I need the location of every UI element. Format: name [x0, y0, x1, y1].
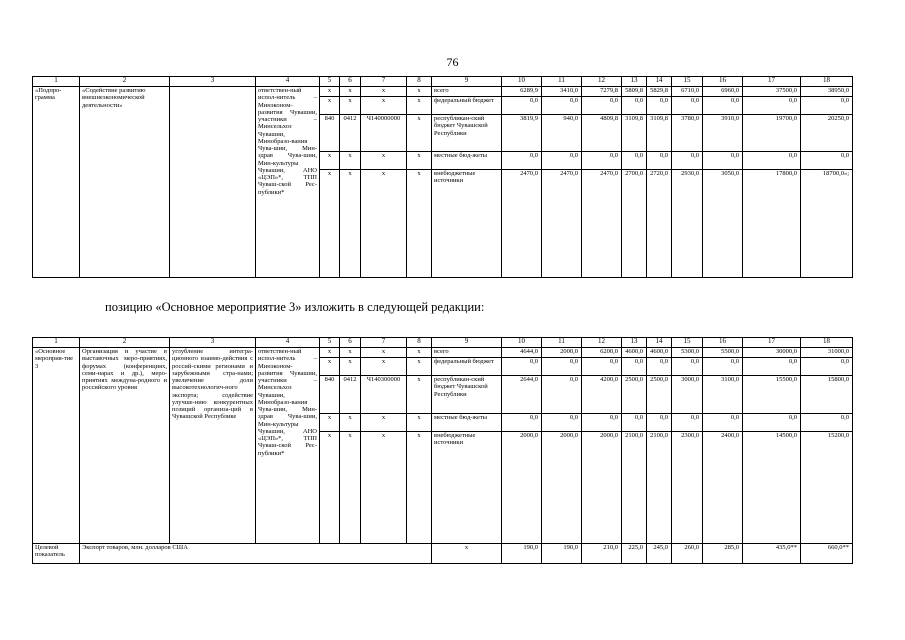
cell: х [407, 414, 432, 432]
value-cell: 0,0 [502, 97, 542, 115]
cell: х [432, 544, 502, 564]
value-cell: 2644,0 [502, 376, 542, 414]
cell: х [340, 87, 361, 97]
value-cell: 19700,0 [743, 115, 801, 152]
target-label-cell: Целевой показатель [33, 544, 80, 564]
column-number: 6 [340, 77, 361, 87]
source-cell: местные бюд-жеты [432, 152, 502, 170]
value-cell: 3910,0 [703, 115, 743, 152]
column-number: 5 [320, 77, 340, 87]
value-cell: 0,0 [622, 414, 647, 432]
target-text-cell: Экспорт товаров, млн. долларов США [80, 544, 432, 564]
column-number: 7 [361, 77, 407, 87]
value-cell: 245,0 [647, 544, 672, 564]
cell: х [320, 170, 340, 278]
value-cell: 14500,0 [743, 432, 801, 544]
value-cell: 0,0 [672, 97, 703, 115]
value-cell: 2000,0 [502, 432, 542, 544]
value-cell: 210,0 [582, 544, 622, 564]
value-cell: 4600,0 [647, 348, 672, 358]
value-cell: 3410,0 [542, 87, 582, 97]
cell: х [361, 348, 407, 358]
value-cell: 2500,0 [647, 376, 672, 414]
value-cell: 260,0 [672, 544, 703, 564]
value-cell: 38950,0 [801, 87, 853, 97]
column-number: 3 [170, 77, 256, 87]
executor-cell: ответствен-ный испол-нитель – Минэконом-развития Чувашии, участники – Минсельхоз Чувашии, Минобразо-вания Чува-шии, Мин-здрав Чува-шии, Мин-культуры Чувашии, АНО «ЦЭП»*, ТПП Чуваш-ской Рес-публики* [256, 348, 320, 544]
column-number: 13 [622, 77, 647, 87]
value-cell: 5809,8 [622, 87, 647, 97]
cell: х [320, 432, 340, 544]
column-number: 1 [33, 77, 80, 87]
column-number: 6 [340, 338, 361, 348]
column-number: 11 [542, 338, 582, 348]
value-cell: 30000,0 [743, 348, 801, 358]
table-row [33, 348, 853, 358]
source-cell: федеральный бюджет [432, 358, 502, 376]
value-cell: 4644,0 [502, 348, 542, 358]
cell: х [361, 152, 407, 170]
value-cell: 2100,0 [622, 432, 647, 544]
value-cell: 0,0 [542, 97, 582, 115]
cell: х [320, 414, 340, 432]
column-number: 15 [672, 338, 703, 348]
subprogram-table [32, 76, 853, 278]
value-cell: 0,0 [582, 358, 622, 376]
value-cell: 6289,9 [502, 87, 542, 97]
column-number: 4 [256, 338, 320, 348]
cell: х [340, 348, 361, 358]
value-cell: 940,0 [542, 115, 582, 152]
value-cell: 2930,0 [672, 170, 703, 278]
column-number: 9 [432, 77, 502, 87]
cell: х [340, 170, 361, 278]
cell: х [407, 348, 432, 358]
value-cell: 0,0 [672, 152, 703, 170]
cell: 0412 [340, 115, 361, 152]
value-cell: 0,0 [502, 414, 542, 432]
value-cell: 2000,0 [542, 348, 582, 358]
value-cell: 0,0 [703, 97, 743, 115]
cell: 840 [320, 376, 340, 414]
source-cell: всего [432, 87, 502, 97]
source-cell: внебюджетные источники [432, 432, 502, 544]
value-cell: 0,0 [622, 152, 647, 170]
value-cell: 3780,0 [672, 115, 703, 152]
cell: х [361, 170, 407, 278]
value-cell: 0,0 [672, 358, 703, 376]
cell: х [407, 358, 432, 376]
source-cell: республикан-ский бюджет Чувашской Республики [432, 115, 502, 152]
value-cell: 0,0 [582, 97, 622, 115]
value-cell: 0,0 [801, 97, 853, 115]
cell: х [340, 432, 361, 544]
column-number: 11 [542, 77, 582, 87]
value-cell: 17800,0 [743, 170, 801, 278]
value-cell: 0,0 [582, 414, 622, 432]
column-number: 4 [256, 77, 320, 87]
column-number: 13 [622, 338, 647, 348]
column-number: 12 [582, 77, 622, 87]
value-cell: 0,0 [743, 97, 801, 115]
value-cell: 6710,0 [672, 87, 703, 97]
cell: х [407, 432, 432, 544]
cell: Ч140000000 [361, 115, 407, 152]
source-cell: местные бюд-жеты [432, 414, 502, 432]
value-cell: 2100,0 [647, 432, 672, 544]
value-cell: 0,0 [703, 152, 743, 170]
cell: х [361, 358, 407, 376]
value-cell: 6200,0 [582, 348, 622, 358]
source-cell: внебюджетные источники [432, 170, 502, 278]
target-indicator-row [33, 544, 853, 564]
source-cell: всего [432, 348, 502, 358]
value-cell: 31000,0 [801, 348, 853, 358]
value-cell: 2500,0 [622, 376, 647, 414]
cell: х [361, 414, 407, 432]
cell: х [407, 87, 432, 97]
value-cell: 0,0 [542, 358, 582, 376]
cell: х [361, 97, 407, 115]
cell: х [320, 358, 340, 376]
goal-cell [170, 87, 256, 278]
goal-cell: углубление интегра-ционного взаимо-действия с россий-скими регионами и зарубежными стра-нами; увеличение доли высокотехнологич-ного экспорта; содействие улучше-нию конкурентных позиций организа-ций в Чувашской Республике [170, 348, 256, 544]
value-cell: 3819,9 [502, 115, 542, 152]
value-cell: 0,0 [622, 358, 647, 376]
value-cell: 225,0 [622, 544, 647, 564]
value-cell: 0,0 [647, 358, 672, 376]
value-cell: 0,0 [542, 376, 582, 414]
cell: х [407, 376, 432, 414]
value-cell: 3100,0 [703, 376, 743, 414]
column-number: 14 [647, 338, 672, 348]
row-title-cell: «Содействие развитию внешнеэкономической деятельности» [80, 87, 170, 278]
value-cell: 2300,0 [672, 432, 703, 544]
column-number: 8 [407, 338, 432, 348]
column-number: 15 [672, 77, 703, 87]
value-cell: 0,0 [703, 358, 743, 376]
column-number: 2 [80, 338, 170, 348]
value-cell: 2470,0 [582, 170, 622, 278]
cell: х [340, 414, 361, 432]
value-cell: 2720,0 [647, 170, 672, 278]
value-cell: 0,0 [672, 414, 703, 432]
column-number: 3 [170, 338, 256, 348]
source-cell: федеральный бюджет [432, 97, 502, 115]
value-cell: 0,0 [542, 414, 582, 432]
cell: х [407, 97, 432, 115]
value-cell: 20250,0 [801, 115, 853, 152]
value-cell: 0,0 [801, 414, 853, 432]
cell: х [340, 152, 361, 170]
column-number: 18 [801, 77, 853, 87]
value-cell: 0,0 [801, 358, 853, 376]
column-number: 1 [33, 338, 80, 348]
column-number-row [33, 77, 853, 87]
cell: х [320, 152, 340, 170]
value-cell: 7279,8 [582, 87, 622, 97]
column-number: 12 [582, 338, 622, 348]
value-cell: 0,0 [582, 152, 622, 170]
column-number: 5 [320, 338, 340, 348]
value-cell: 6960,0 [703, 87, 743, 97]
cell: х [361, 87, 407, 97]
row-type-cell: «Основное мероприя-тие 3 [33, 348, 80, 544]
value-cell: 190,0 [542, 544, 582, 564]
value-cell: 435,0** [743, 544, 801, 564]
value-cell: 285,0 [703, 544, 743, 564]
value-cell: 4200,0 [582, 376, 622, 414]
value-cell: 5829,8 [647, 87, 672, 97]
column-number: 9 [432, 338, 502, 348]
column-number: 16 [703, 338, 743, 348]
table-row [33, 87, 853, 97]
value-cell: 4809,8 [582, 115, 622, 152]
value-cell: 4600,0 [622, 348, 647, 358]
column-number-row [33, 338, 853, 348]
value-cell: 3050,0 [703, 170, 743, 278]
main-activity-table [32, 337, 853, 564]
cell: 0412 [340, 376, 361, 414]
cell: х [320, 97, 340, 115]
value-cell: 3000,0 [672, 376, 703, 414]
value-cell: 190,0 [502, 544, 542, 564]
value-cell: 0,0 [502, 358, 542, 376]
executor-cell: ответствен-ный испол-нитель – Минэконом-развития Чувашии, участники – Минсельхоз Чувашии, Минобразо-вания Чува-шии, Мин-здрав Чува-шии, Мин-культуры Чувашии, АНО «ЦЭП»*, ТПП Чуваш-ской Рес-публики* [256, 87, 320, 278]
value-cell: 18700,0»; [801, 170, 853, 278]
value-cell: 2000,0 [582, 432, 622, 544]
row-title-cell: Организация и участие в выставочных меро-приятиях, форумах (конференциях, семи-нарах и др.), меро-приятиях междуна-родного и российского уровня [80, 348, 170, 544]
value-cell: 3109,8 [647, 115, 672, 152]
page-number: 76 [446, 55, 459, 69]
value-cell: 0,0 [703, 414, 743, 432]
value-cell: 2470,0 [542, 170, 582, 278]
value-cell: 0,0 [647, 152, 672, 170]
column-number: 2 [80, 77, 170, 87]
source-cell: республикан-ский бюджет Чувашской Республики [432, 376, 502, 414]
value-cell: 5300,0 [672, 348, 703, 358]
value-cell: 0,0 [622, 97, 647, 115]
value-cell: 2400,0 [703, 432, 743, 544]
cell: х [340, 358, 361, 376]
column-number: 8 [407, 77, 432, 87]
value-cell: 3109,8 [622, 115, 647, 152]
cell: 840 [320, 115, 340, 152]
value-cell: 0,0 [647, 97, 672, 115]
value-cell: 15200,0 [801, 432, 853, 544]
cell: х [320, 87, 340, 97]
column-number: 10 [502, 77, 542, 87]
value-cell: 660,0** [801, 544, 853, 564]
cell: х [407, 170, 432, 278]
value-cell: 37500,0 [743, 87, 801, 97]
column-number: 7 [361, 338, 407, 348]
value-cell: 2000,0 [542, 432, 582, 544]
cell: х [340, 97, 361, 115]
column-number: 17 [743, 338, 801, 348]
row-type-cell: «Подпро-грамма [33, 87, 80, 278]
value-cell: 2470,0 [502, 170, 542, 278]
cell: х [361, 432, 407, 544]
cell: Ч140300000 [361, 376, 407, 414]
value-cell: 5500,0 [703, 348, 743, 358]
value-cell: 0,0 [801, 152, 853, 170]
column-number: 14 [647, 77, 672, 87]
column-number: 18 [801, 338, 853, 348]
value-cell: 0,0 [502, 152, 542, 170]
value-cell: 15800,0 [801, 376, 853, 414]
value-cell: 0,0 [743, 414, 801, 432]
value-cell: 0,0 [743, 358, 801, 376]
value-cell: 0,0 [542, 152, 582, 170]
cell: х [407, 152, 432, 170]
value-cell: 0,0 [743, 152, 801, 170]
value-cell: 15500,0 [743, 376, 801, 414]
instruction-text: позицию «Основное мероприятие 3» изложить в следующей редакции: [105, 300, 485, 314]
value-cell: 0,0 [647, 414, 672, 432]
column-number: 10 [502, 338, 542, 348]
column-number: 17 [743, 77, 801, 87]
cell: х [320, 348, 340, 358]
column-number: 16 [703, 77, 743, 87]
value-cell: 2700,0 [622, 170, 647, 278]
cell: х [407, 115, 432, 152]
